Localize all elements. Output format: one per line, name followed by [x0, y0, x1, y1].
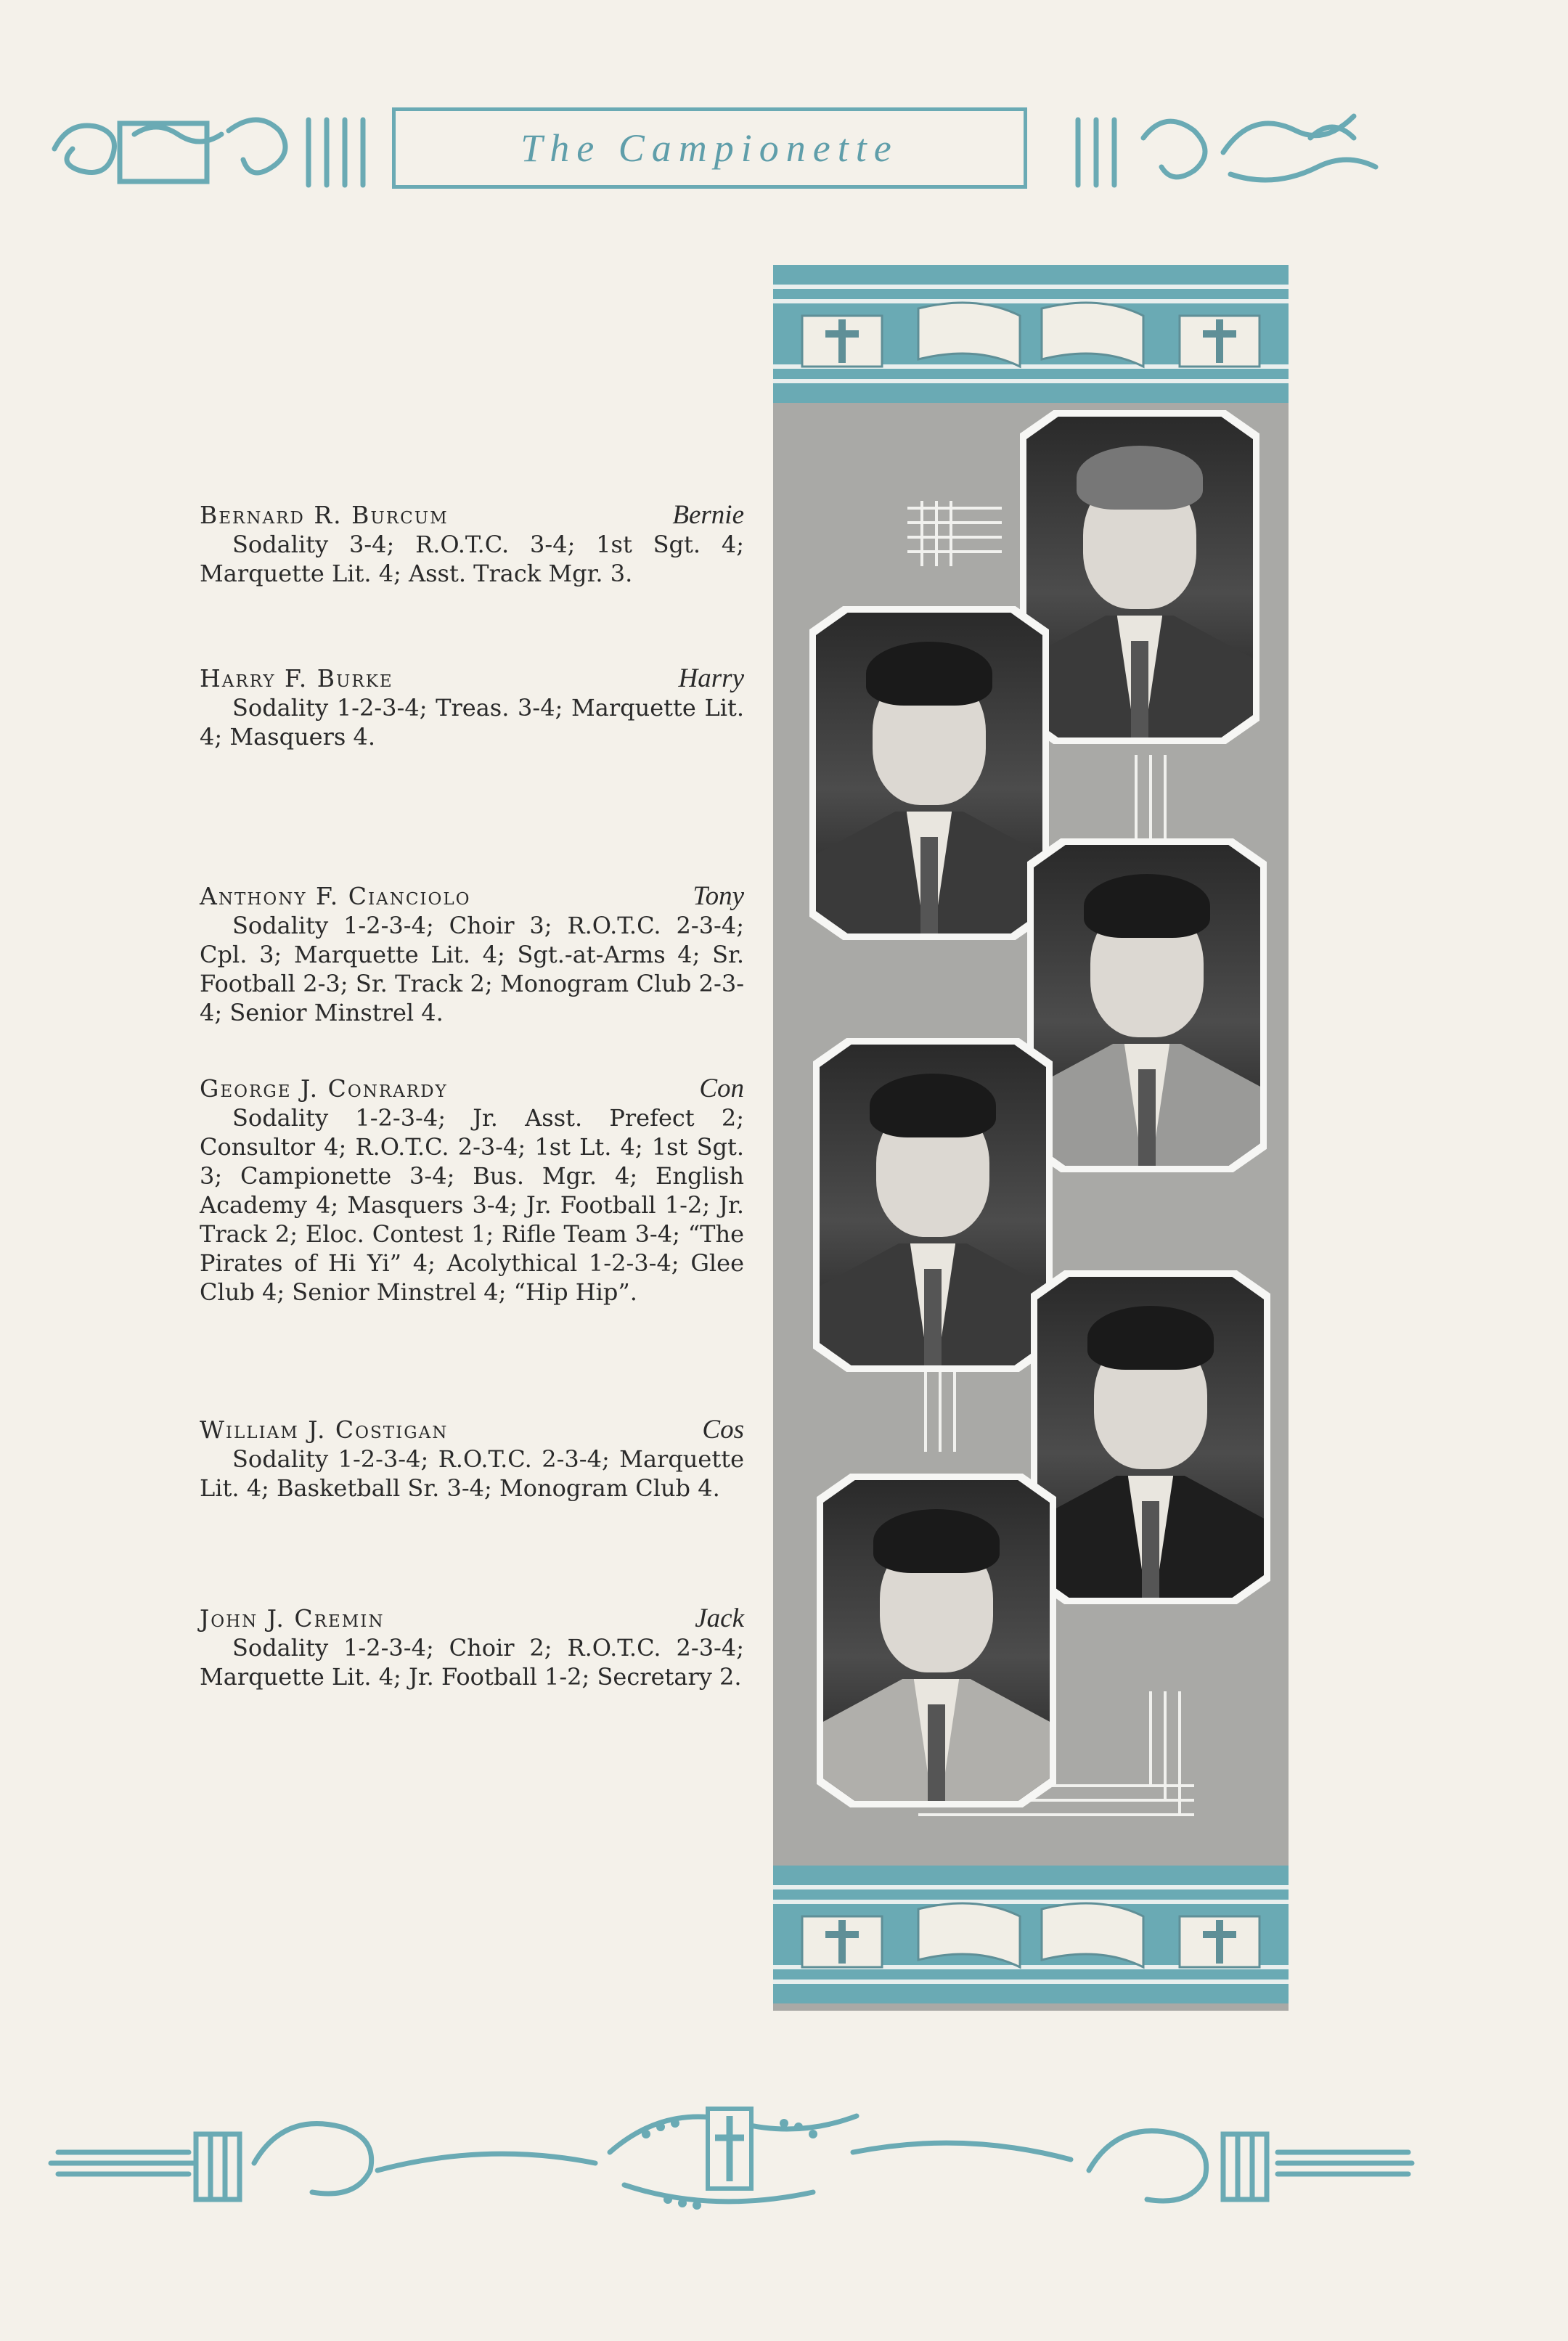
entry-name: Anthony F. Cianciolo: [200, 882, 471, 910]
entry-nickname: Con: [699, 1074, 744, 1103]
entry-nickname: Cos: [702, 1415, 744, 1445]
page-title: The Campionette: [392, 107, 1027, 189]
entry-name: George J. Conrardy: [200, 1074, 448, 1103]
entry-activities: Sodality 1-2-3-4; Choir 3; R.O.T.C. 2-3-4; Cpl. 3; Marquette Lit. 4; Sgt.-at-Arms 4; Sr. Football 2-3; Sr. Track 2; Monogram Club 2-3-4; Senior Minstrel 4.: [200, 912, 744, 1026]
entry-activities: Sodality 1-2-3-4; Treas. 3-4; Marquette Lit. 4; Masquers 4.: [200, 694, 744, 751]
portrait-cremin: [817, 1474, 1056, 1807]
portrait-conrardy: [813, 1038, 1053, 1372]
entry-activities: Sodality 1-2-3-4; Jr. Asst. Prefect 2; Consultor 4; R.O.T.C. 2-3-4; 1st Lt. 4; 1st Sgt. 3; Campionette 3-4; Bus. Mgr. 4; English Academy 4; Masquers 3-4; Jr. Football 1-2; Jr. Track 2; Eloc. Contest 1; Rifle Team 3-4; “The Pirates of Hi Yi” 4; Acolythical 1-2-3-4; Glee Club 4; Senior Minstrel 4; “Hip Hip”.: [200, 1104, 744, 1306]
rosary-cross-ornament-icon: [44, 2083, 1419, 2221]
portrait-costigan: [1031, 1270, 1270, 1604]
entry-costigan: [200, 1415, 744, 1503]
entry-name: William J. Costigan: [200, 1415, 449, 1444]
entry-nickname: Tony: [693, 881, 744, 911]
entry-conrardy: [200, 1074, 744, 1307]
entry-nickname: Bernie: [672, 500, 744, 530]
cross-scroll-icon: [773, 265, 1289, 403]
entry-nickname: Jack: [695, 1603, 744, 1633]
portrait-cianciolo: [1027, 838, 1267, 1172]
entry-cianciolo: [200, 882, 744, 1027]
entry-burke: [200, 664, 744, 751]
entry-burcum: [200, 501, 744, 588]
entry-nickname: Harry: [678, 663, 744, 693]
portrait-burcum: [1020, 410, 1259, 744]
entry-name: Harry F. Burke: [200, 664, 393, 693]
entry-name: Bernard R. Burcum: [200, 501, 449, 529]
entry-activities: Sodality 1-2-3-4; R.O.T.C. 2-3-4; Marquette Lit. 4; Basketball Sr. 3-4; Monogram Club 4.: [200, 1445, 744, 1502]
entry-activities: Sodality 3-4; R.O.T.C. 3-4; 1st Sgt. 4; Marquette Lit. 4; Asst. Track Mgr. 3.: [200, 531, 744, 587]
portrait-burke: [809, 606, 1049, 940]
entry-cremin: [200, 1604, 744, 1691]
cross-scroll-icon: [773, 1866, 1289, 2003]
entry-name: John J. Cremin: [200, 1604, 385, 1633]
entry-activities: Sodality 1-2-3-4; Choir 2; R.O.T.C. 2-3-4; Marquette Lit. 4; Jr. Football 1-2; Secretary 2.: [200, 1634, 744, 1691]
